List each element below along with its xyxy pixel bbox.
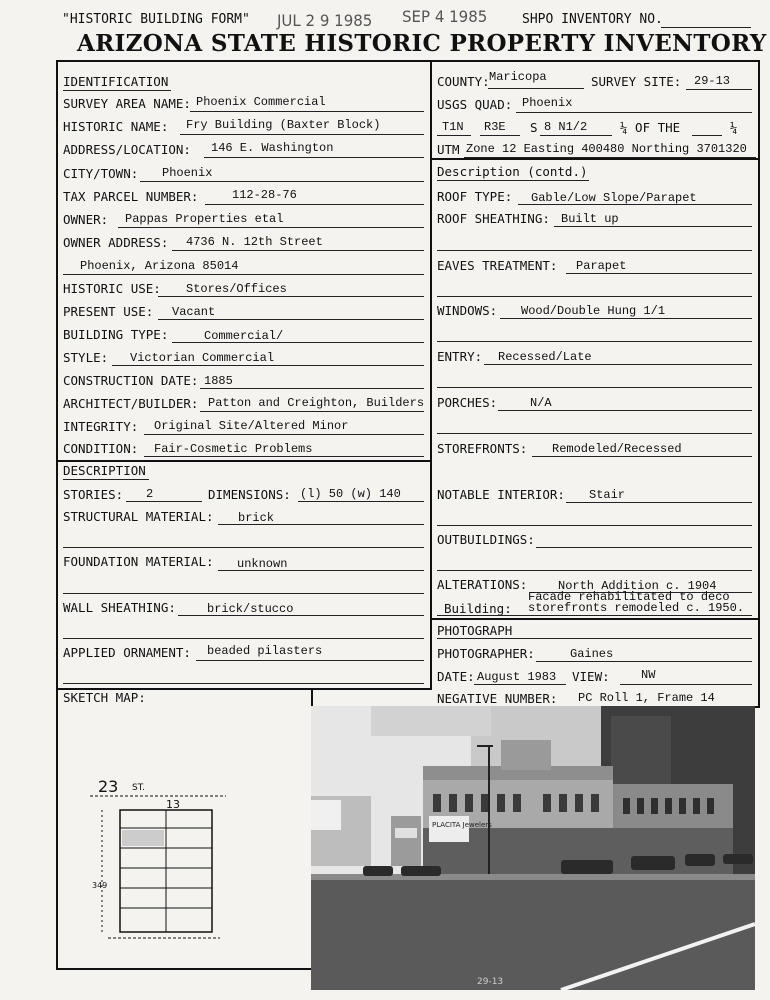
field-line [180,134,424,135]
survey-area-value: Phoenix Commercial [196,95,326,109]
utm-value: Zone 12 Easting 400480 Northing 3701320 [466,142,747,156]
field-line [205,204,424,205]
survey-area-label: SURVEY AREA NAME: [63,96,191,111]
field-line [158,296,424,297]
construction-date-label: CONSTRUCTION DATE: [63,373,199,388]
survey-site-value: 29-13 [694,74,731,88]
city-label: CITY/TOWN: [63,166,139,181]
field-line [204,157,424,158]
identification-heading: IDENTIFICATION [63,74,169,89]
description-contd-heading: Description (contd.) [437,164,588,179]
field-line [437,135,471,136]
entry-value: Recessed/Late [498,350,592,364]
field-line [464,157,756,158]
address-label: ADDRESS/LOCATION: [63,142,191,157]
field-line [437,615,752,616]
inventory-no-line [661,27,751,28]
lot-side-number: 349 [92,881,108,890]
street [311,874,755,990]
field-line [172,250,424,251]
field-line [63,638,424,639]
historic-use-value: Stores/Offices [186,282,287,296]
field-line [140,181,424,182]
notable-interior-label: NOTABLE INTERIOR: [437,487,565,502]
porches-value: N/A [530,396,552,410]
heading-underline [63,479,149,480]
field-line [484,364,752,365]
structural-material-label: STRUCTURAL MATERIAL: [63,509,214,524]
stories-label: STORIES: [63,487,124,502]
field-line [566,273,752,274]
owner-address-label: OWNER ADDRESS: [63,235,169,250]
owner-value: Pappas Properties etal [125,212,284,226]
dimensions-value: (l) 50 (w) 140 [300,487,401,501]
field-line [437,570,752,571]
field-line [118,227,424,228]
wall-sheathing-label: WALL SHEATHING: [63,600,176,615]
structural-material-value: brick [238,511,275,525]
description-contd-box [430,158,760,620]
condition-value: Fair-Cosmetic Problems [154,442,313,456]
view-label: VIEW: [572,669,610,684]
field-line [158,319,424,320]
field-line [200,388,424,389]
building-label: Building: [444,601,512,616]
eaves-label: EAVES TREATMENT: [437,258,558,273]
field-line [437,250,752,251]
survey-site-label: SURVEY SITE: [591,74,682,89]
architect-label: ARCHITECT/BUILDER: [63,396,199,411]
owner-address-value: 4736 N. 12th Street [186,235,323,249]
placita-sign [429,816,469,842]
integrity-value: Original Site/Altered Minor [154,419,349,433]
present-use-label: PRESENT USE: [63,304,154,319]
lot-sketch-svg [88,770,228,945]
field-line [536,661,752,662]
style-label: STYLE: [63,350,109,365]
present-use-value: Vacant [172,305,216,319]
view-value: NW [641,668,656,682]
negative-number-value: PC Roll 1, Frame 14 [578,691,715,705]
photographer-value: Gaines [570,647,614,661]
field-line [178,615,424,616]
field-line [190,111,424,112]
condition-label: CONDITION: [63,441,139,456]
field-line [516,112,752,113]
photograph-heading: PHOTOGRAPH [437,623,513,638]
stories-value: 2 [146,487,154,501]
field-line [532,456,752,457]
heading-underline [63,90,171,91]
alterations-value-3: storefronts remodeled c. 1950. [528,601,745,615]
township-value: T1N [442,120,464,134]
owner-address-value-2: Phoenix, Arizona 85014 [80,259,239,273]
field-line [686,89,752,90]
entry-label: ENTRY: [437,349,483,364]
alterations-label: ALTERATIONS: [437,577,528,592]
tax-parcel-label: TAX PARCEL NUMBER: [63,189,199,204]
field-line [112,365,424,366]
field-line [144,456,424,457]
field-line [566,502,752,503]
storefronts-value: Remodeled/Recessed [552,442,682,456]
quarter-label: ¼ OF THE [620,120,681,135]
section-label: S [530,120,538,135]
field-line [200,411,424,412]
roof-sheathing-label: ROOF SHEATHING: [437,211,550,226]
applied-ornament-value: beaded pilasters [207,644,323,658]
field-line [144,434,424,435]
county-value: Maricopa [489,70,547,84]
field-line [218,570,424,571]
field-line [437,387,752,388]
field-line [620,684,752,685]
roof-sheathing-value: Built up [561,212,619,226]
photographer-label: PHOTOGRAPHER: [437,646,535,661]
architect-value: Patton and Creighton, Builders [208,396,425,410]
owner-label: OWNER: [63,212,109,227]
tax-parcel-value: 112-28-76 [232,188,297,202]
wall-sheathing-value: brick/stucco [207,602,294,616]
street-number: 23 [98,777,119,796]
integrity-label: INTEGRITY: [63,419,139,434]
historic-name-label: HISTORIC NAME: [63,119,169,134]
highlighted-lot [122,830,164,846]
form-name: "HISTORIC BUILDING FORM" [62,12,250,27]
field-line [474,684,566,685]
field-line [63,547,424,548]
lot-number: 13 [166,798,180,811]
applied-ornament-label: APPLIED ORNAMENT: [63,645,191,660]
received-stamp-2: SEP 4 1985 [402,7,488,27]
roof-type-value: Gable/Low Slope/Parapet [531,191,697,205]
field-line [437,433,752,434]
utm-label: UTM [437,142,460,157]
field-line [554,226,752,227]
field-line [196,660,424,661]
field-line [437,638,752,639]
shpo-inventory-label: SHPO INVENTORY NO. [522,12,663,27]
historic-name-value: Fry Building (Baxter Block) [186,118,381,132]
alterations-value-1: North Addition c. 1904 [558,579,717,593]
description-heading: DESCRIPTION [63,463,146,478]
field-line [540,135,612,136]
sketch-map-drawing [88,770,228,949]
usgs-quad-label: USGS QUAD: [437,97,513,112]
roof-type-label: ROOF TYPE: [437,189,513,204]
field-line [500,318,752,319]
field-line [488,88,584,89]
range-value: R3E [484,120,506,134]
notable-interior-value: Stair [589,488,626,502]
construction-date-value: 1885 [204,374,233,388]
historic-use-label: HISTORIC USE: [63,281,161,296]
building-type-value: Commercial/ [204,329,284,343]
foundation-material-label: FOUNDATION MATERIAL: [63,554,214,569]
negative-number-label: NEGATIVE NUMBER: [437,691,558,706]
field-line [63,593,424,594]
style-value: Victorian Commercial [130,351,275,365]
field-line [692,135,722,136]
usgs-quad-value: Phoenix [522,96,573,110]
address-value: 146 E. Washington [211,141,334,155]
field-line [518,204,752,205]
alterations-value-2: Facade rehabilitated to deco [528,590,730,604]
photo-date-value: August 1983 [477,670,557,684]
windows-value: Wood/Double Hung 1/1 [521,304,666,318]
outbuildings-label: OUTBUILDINGS: [437,532,535,547]
heading-underline [437,180,589,181]
sketch-map-heading: SKETCH MAP: [63,690,146,705]
lot-lines [120,810,212,932]
field-line [437,341,752,342]
field-line [498,410,752,411]
field-line [480,135,520,136]
received-stamp-1: JUL 2 9 1985 [277,11,373,31]
eaves-value: Parapet [576,259,627,273]
storefronts-label: STOREFRONTS: [437,441,528,456]
photo-date-label: DATE: [437,669,475,684]
field-line [536,547,752,548]
foundation-material-value: unknown [237,557,288,571]
county-label: COUNTY: [437,74,490,89]
page-title: ARIZONA STATE HISTORIC PROPERTY INVENTORY [77,30,767,57]
sign-text: PLACITA Jewelers [432,821,492,829]
building-type-label: BUILDING TYPE: [63,327,169,342]
porches-label: PORCHES: [437,395,498,410]
field-line [172,342,424,343]
field-line [218,524,424,525]
section-value: 8 N1/2 [544,120,588,134]
field-line [437,525,752,526]
quarter-label-2: ¼ [730,120,738,135]
field-line [63,274,424,275]
photo-note: 29-13 [477,977,504,987]
building-photo [311,706,755,990]
field-line [63,683,424,684]
city-value: Phoenix [162,166,213,180]
field-line [298,501,424,502]
field-line [126,501,202,502]
field-line [437,296,752,297]
dimensions-label: DIMENSIONS: [208,487,291,502]
street-photo-svg [311,706,755,990]
street-abbr: ST. [132,783,146,793]
windows-label: WINDOWS: [437,303,498,318]
